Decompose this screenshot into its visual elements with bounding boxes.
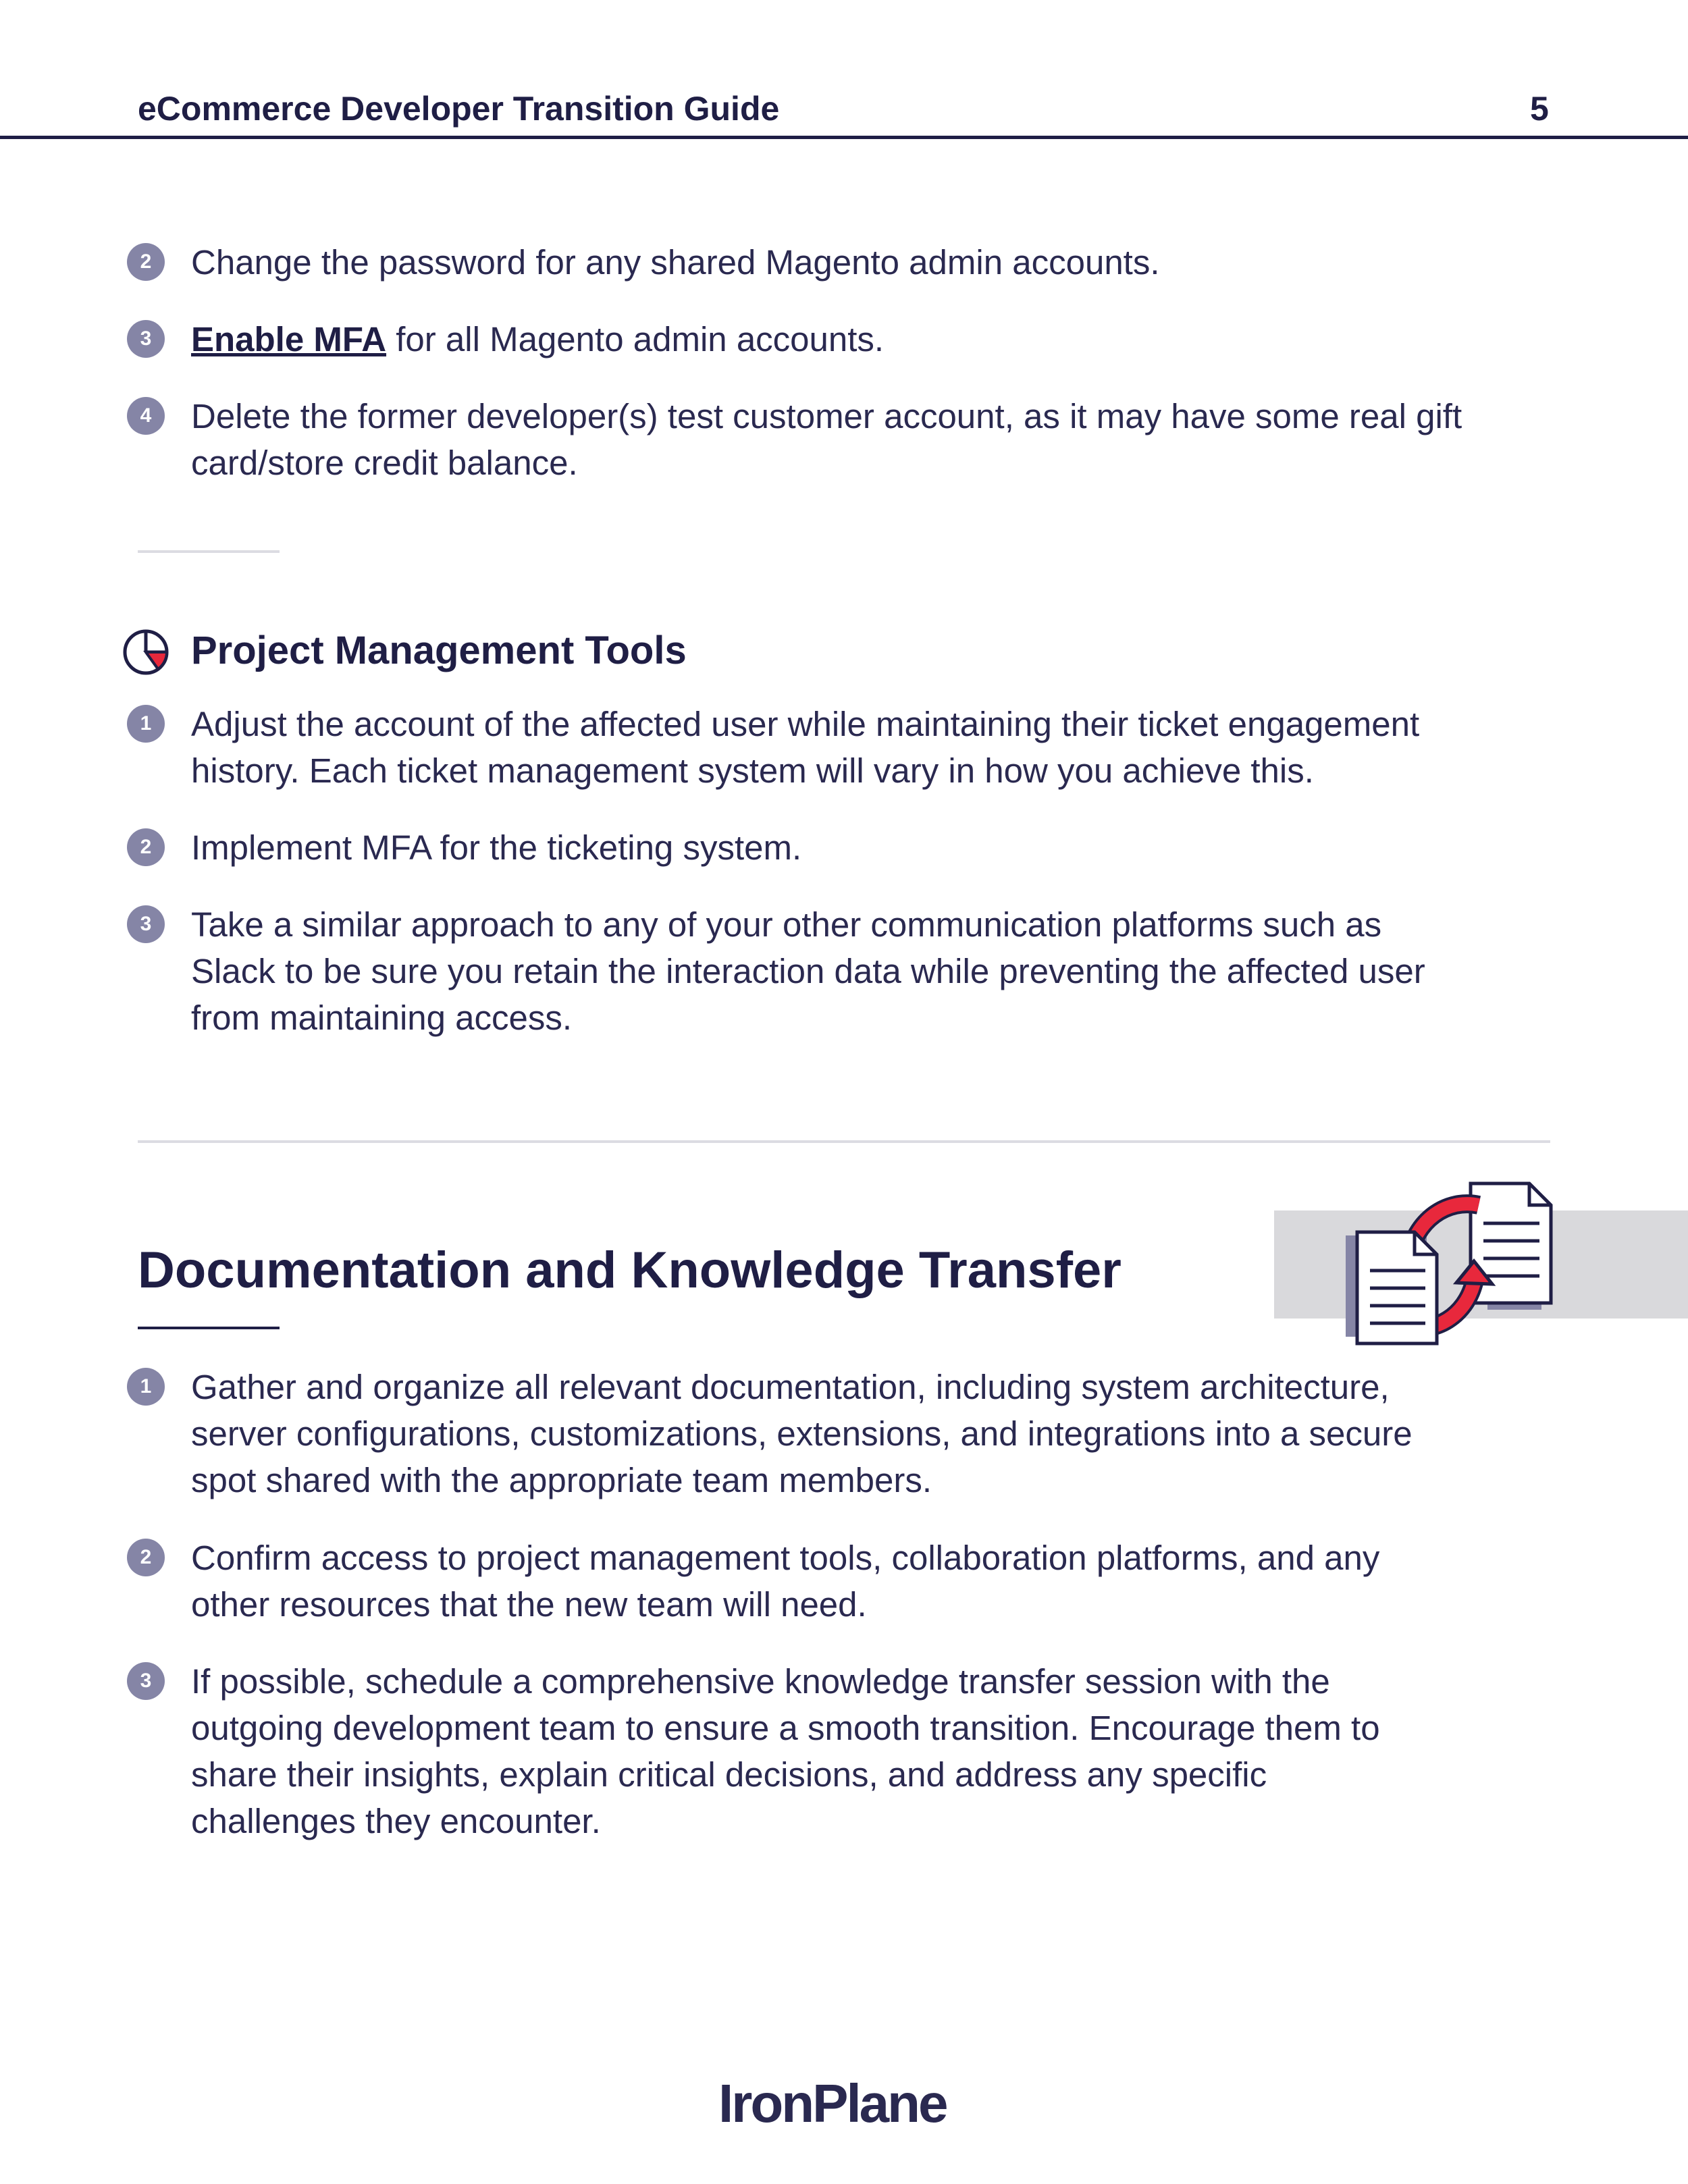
text-line: other resources that the new team will need. [191, 1585, 867, 1624]
step-text [191, 901, 1582, 1041]
text-line: card/store credit balance. [191, 444, 578, 482]
section-divider [138, 550, 280, 553]
text-line: Adjust the account of the affected user while maintaining their ticket engagement [191, 705, 1420, 743]
step-number: 1 [127, 705, 165, 743]
text-line: Delete the former developer(s) test customer account, as it may have some real gift [191, 397, 1462, 435]
step-number: 2 [127, 828, 165, 866]
step-text [191, 316, 1582, 363]
text-line: share their insights, explain critical decisions, and address any specific [191, 1755, 1267, 1794]
text-line: outgoing development team to ensure a smooth transition. Encourage them to [191, 1709, 1380, 1747]
step-text [191, 1535, 1582, 1628]
step-number: 1 [127, 1368, 165, 1406]
title-underline [138, 1327, 280, 1329]
pie-chart-icon [122, 628, 170, 676]
text-line: Slack to be sure you retain the interaction data while preventing the affected user [191, 952, 1425, 990]
text-line: Confirm access to project management tools, collaboration platforms, and any [191, 1539, 1380, 1577]
text-line: challenges they encounter. [191, 1802, 601, 1840]
step-number: 3 [127, 1662, 165, 1700]
step-text [191, 393, 1582, 486]
step-text-rest: for all Magento admin accounts. [386, 320, 885, 358]
step-number: 3 [127, 320, 165, 358]
text-line: If possible, schedule a comprehensive knowledge transfer session with the [191, 1662, 1330, 1701]
text-line: history. Each ticket management system will vary in how you achieve this. [191, 751, 1314, 790]
step-number: 3 [127, 905, 165, 943]
step-text: Change the password for any shared Magento admin accounts. [191, 243, 1160, 282]
step-text [191, 1658, 1582, 1844]
text-line: Take a similar approach to any of your other communication platforms such as [191, 905, 1382, 944]
text-line: server configurations, customizations, extensions, and integrations into a secure [191, 1414, 1413, 1453]
step-text [191, 1364, 1582, 1503]
ironplane-logo: IronPlane [718, 2073, 947, 2133]
document-transfer-icon [1340, 1181, 1570, 1350]
text-line: spot shared with the appropriate team members. [191, 1461, 932, 1499]
section-divider [138, 1140, 1550, 1143]
text-line: Gather and organize all relevant documentation, including system architecture, [191, 1368, 1390, 1406]
section-title: Documentation and Knowledge Transfer [138, 1242, 1122, 1299]
section-heading: Project Management Tools [191, 629, 687, 672]
step-text [191, 701, 1582, 794]
step-number: 4 [127, 397, 165, 435]
text-line: from maintaining access. [191, 998, 573, 1037]
document-title: eCommerce Developer Transition Guide [138, 90, 780, 128]
page-number: 5 [1530, 90, 1549, 128]
step-number: 2 [127, 243, 165, 281]
step-text: Implement MFA for the ticketing system. [191, 828, 802, 867]
enable-mfa-link[interactable]: Enable MFA [191, 320, 387, 358]
step-number: 2 [127, 1539, 165, 1576]
header-divider [0, 136, 1688, 139]
